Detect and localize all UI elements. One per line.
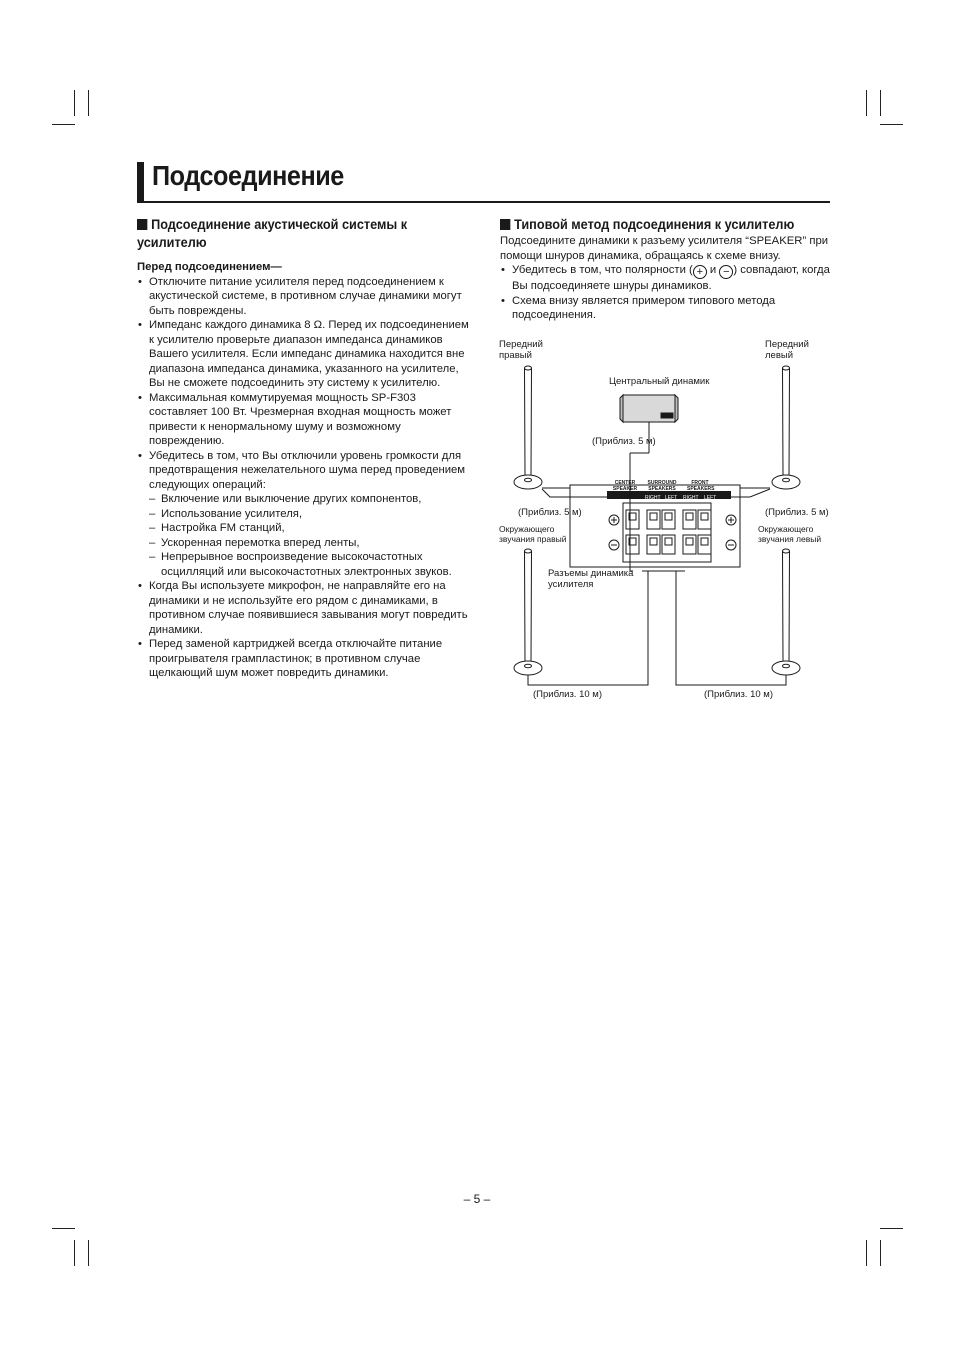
right-heading-text: Типовой метод подсоединения к усилителю [514,217,795,232]
square-bullet-icon [500,219,510,230]
label-text: Разъемы динамика усилителя [548,568,634,590]
list-item: – Включение или выключение других компонентов, [149,492,470,507]
front-right-cable-length-label: (Приблиз. 5 м) [518,507,582,518]
surround-right-cable-length-label: (Приблиз. 10 м) [533,689,602,700]
list-item: • Импеданс каждого динамика 8 Ω. Перед их подсоединением к усилителю проверьте диапазон импеданса динамиков Вашего усилителя. Если импеданс динамика находится вне диапазона импеданса динамика, указанного на усилителе, Вы не сможете подсоединить эту систему к усилителю. [137,318,470,391]
surround-right-en-label: RIGHT [645,495,661,501]
left-heading-text: Подсоединение акустической системы к усилителю [137,217,408,250]
center-speaker-en-label: CENTER SPEAKER [612,480,638,492]
front-left-en-label: LEFT [704,495,717,501]
surround-left-en-label: LEFT [665,495,678,501]
front-right-speaker-icon [514,366,542,489]
label-text: Окружающего звучания правый [499,524,567,544]
center-speaker-label: Центральный динамик [609,376,710,387]
list-item: • Отключите питание усилителя перед подсоединением к акустической системе, в противном случае динамики могут быть повреждены. [137,275,470,319]
front-left-speaker-icon [772,366,800,489]
operations-list [149,492,470,579]
title-bar [137,162,144,202]
connection-diagram [490,325,840,715]
label-text: Окружающего звучания левый [758,524,822,544]
front-left-label [765,339,815,361]
list-item-text: Убедитесь в том, что Вы отключили уровень громкости для предотвращения нежелательного шума перед проведением следующих операций: [149,449,466,491]
front-speakers-en-label: FRONT SPEAKERS [687,480,715,492]
minus-icon: − [719,265,733,279]
plus-icon: + [693,265,707,279]
surround-left-cable-length-label: (Приблиз. 10 м) [704,689,773,700]
page-number: – 5 – [463,1192,491,1206]
center-cable-length-label: (Приблиз. 5 м) [592,436,656,447]
list-item: • Перед заменой картриджей всегда отключайте питание проигрывателя грампластинок; в противном случае щелкающий шум может повредить динамики. [137,637,470,681]
square-bullet-icon [137,219,147,230]
precautions-list [137,275,470,681]
label-text: Передний левый [765,339,809,361]
label-text: Передний правый [499,339,543,361]
right-column [500,216,830,323]
intro-paragraph: Подсоедините динамики к разъему усилителя “SPEAKER” при помощи шнуров динамика, обращаясь к схеме внизу. [500,235,829,262]
list-item [500,263,830,294]
text-fragment: и [706,264,720,276]
list-item: • Когда Вы используете микрофон, не направляйте его на динамики и не используйте его рядом с динамиками, в противном случае появившиеся завывания могут повредить динамики. [137,579,470,637]
right-section-heading [500,216,810,234]
list-item: • Максимальная коммутируемая мощность SP-F303 составляет 100 Вт. Чрезмерная входная мощность может привести к ненормальному шуму и возможному повреждению. [137,391,470,449]
list-item: – Использование усилителя, [149,507,470,522]
list-item [137,449,470,580]
list-item: – Непрерывное воспроизведение высокочастотных осцилляций или высокочастотных электронных звуков. [149,550,470,579]
surround-left-speaker-icon [772,549,800,675]
front-right-label [499,339,549,361]
instructions-list [500,263,830,323]
list-item: • Схема внизу является примером типового метода подсоединения. [500,294,830,323]
text-fragment: Убедитесь в том, что полярности ( [512,264,693,276]
surround-right-speaker-icon [514,549,542,675]
list-item: – Настройка FM станций, [149,521,470,536]
list-item: – Ускоренная перемотка вперед ленты, [149,536,470,551]
center-speaker-icon [620,395,678,422]
left-section-heading [137,216,450,252]
precautions-subheading: Перед подсоединением— [137,261,282,273]
front-left-cable-length-label: (Приблиз. 5 м) [765,507,829,518]
title-rule [137,201,830,203]
surround-speakers-en-label: SURROUND SPEAKERS [647,480,677,492]
surround-left-label [758,524,828,544]
page-title: Подсоединение [152,160,344,191]
text-fragment: ) совпадают, когда Вы подсоединяете шнуры динамиков. [512,264,830,292]
front-right-en-label: RIGHT [683,495,699,501]
surround-right-label [499,524,569,544]
left-column [137,216,470,681]
amp-terminals-label [548,568,648,590]
